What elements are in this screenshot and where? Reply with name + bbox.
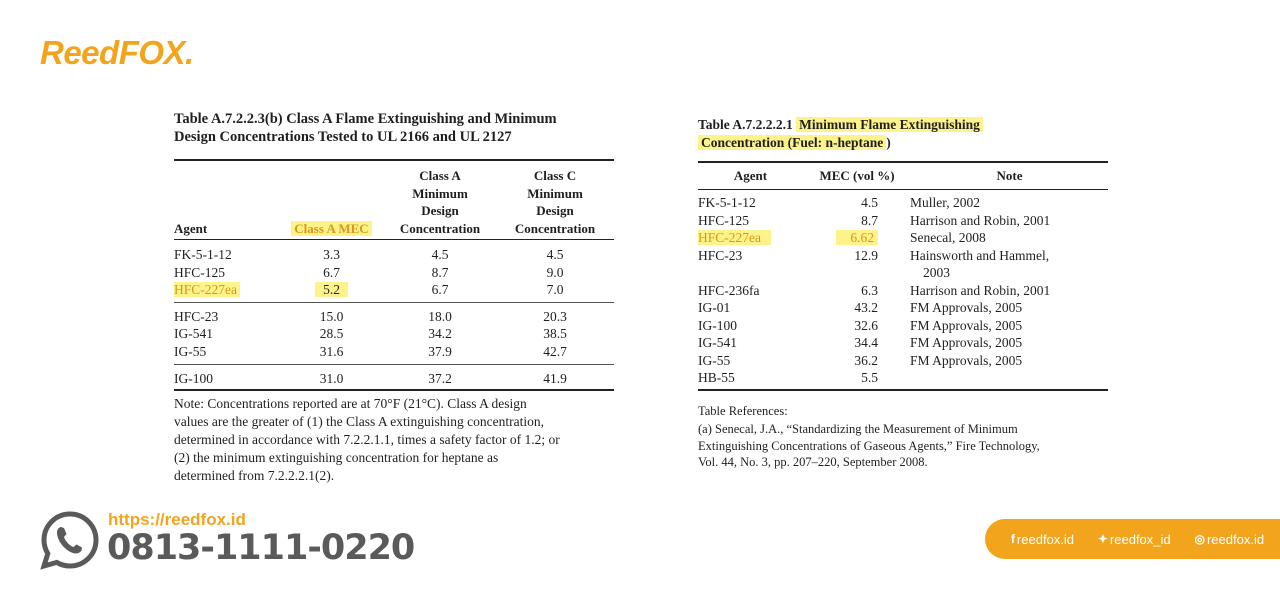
table-rule [174,239,614,240]
header-class-a-min: Class A Minimum Design Concentration [399,168,481,236]
table-row: HB-55 5.5 [698,370,878,385]
reedfox-logo [40,34,194,72]
table-row: HFC-23 12.9 Hainsworth and Hammel, [698,247,1050,263]
table-rule [174,389,614,391]
table-row: 2003 [923,265,950,280]
table-row: HFC-125 6.7 8.7 9.0 [174,264,564,280]
heptane-mec-table [698,116,1108,471]
table-row: HFC-125 8.7 Harrison and Robin, 2001 [698,212,1051,228]
left-table-header-row [174,161,614,237]
social-facebook[interactable] [1011,532,1074,547]
table-row: IG-100 31.0 37.2 41.9 [174,371,567,386]
social-instagram[interactable] [1194,532,1264,547]
right-table-title-line2: Concentration (Fuel: n-heptane ) [698,134,1108,152]
table-row: IG-541 28.5 34.2 38.5 [174,326,567,341]
right-table-header-row [698,163,1108,189]
social-label: reedfox.id [1016,531,1075,547]
table-rule [698,389,1108,391]
left-table-title-line2: Design Concentrations Tested to UL 2166 and UL 2127 [174,129,512,145]
left-table-group2 [174,308,614,361]
twitter-icon: ✦ [1097,532,1108,546]
logo-dot: . [185,34,194,71]
left-table-title-line1: Table A.7.2.2.3(b) Class A Flame Extinguishing and Minimum [174,111,557,127]
social-twitter[interactable] [1098,532,1171,547]
phone-number[interactable]: 0813-1111-0220 [107,528,415,568]
left-table-note: Note: Concentrations reported are at 70°F (21°C). Class A design values are the greater of (1) the Class A extinguishing concentration, determined in accordance with 7.2.2.1.1, times a safety factor of 1.2; or (2) the minimum extinguishing concentration for heptane as determined from 7.2.2.2.1(2). [174,395,560,483]
table-row: HFC-23 15.0 18.0 20.3 [174,308,567,324]
social-bar [985,519,1280,559]
table-rule [698,189,1108,190]
table-row: IG-100 32.6 FM Approvals, 2005 [698,317,1023,333]
facebook-icon: f [1010,532,1015,546]
table-row: IG-55 31.6 37.9 42.7 [174,343,567,359]
table-row: HFC-236fa 6.3 Harrison and Robin, 2001 [698,282,1051,298]
table-row: FK-5-1-12 3.3 4.5 4.5 [174,247,564,262]
social-label: reedfox.id [1206,531,1265,547]
header-note: Note [996,168,1023,184]
left-table-group3 [174,370,614,388]
instagram-icon: ◎ [1194,532,1205,546]
table-rule [174,364,614,365]
social-label: reedfox_id [1109,531,1171,547]
logo-text: ReedFOX [40,34,186,71]
table-row-highlighted: HFC-227ea 6.62 Senecal, 2008 [698,230,986,245]
right-table-header [698,163,1108,189]
class-a-table [174,110,614,485]
table-row: IG-01 43.2 FM Approvals, 2005 [698,300,1023,315]
right-table-body [698,194,1108,387]
table-rule [174,302,614,303]
header-agent: Agent [174,220,208,236]
header-mec-vol: MEC (vol %) [819,168,895,184]
left-table-group1 [174,246,614,299]
right-table-title: Table A.7.2.2.2.1 Minimum Flame Extinguishing [698,116,1108,134]
header-class-a-mec: Class A MEC [279,161,384,237]
whatsapp-icon [40,510,100,570]
table-row: FK-5-1-12 4.5 Muller, 2002 [698,195,980,210]
header-class-c-min: Class C Minimum Design Concentration [514,168,596,236]
website-link[interactable]: https://reedfox.id [108,510,246,529]
header-agent: Agent [733,168,768,184]
table-references: Table References: (a) Senecal, J.A., “Standardizing the Measurement of Minimum Extinguishing Concentrations of Gaseous Agents,” Fire Technology, Vol. 44, No. 3, pp. 207–220, September 2008. [698,403,1040,469]
table-row-highlighted: HFC-227ea 5.2 6.7 7.0 [174,282,564,297]
table-row: IG-541 34.4 FM Approvals, 2005 [698,335,1023,350]
left-table-grid [174,161,614,237]
table-row: IG-55 36.2 FM Approvals, 2005 [698,352,1023,368]
